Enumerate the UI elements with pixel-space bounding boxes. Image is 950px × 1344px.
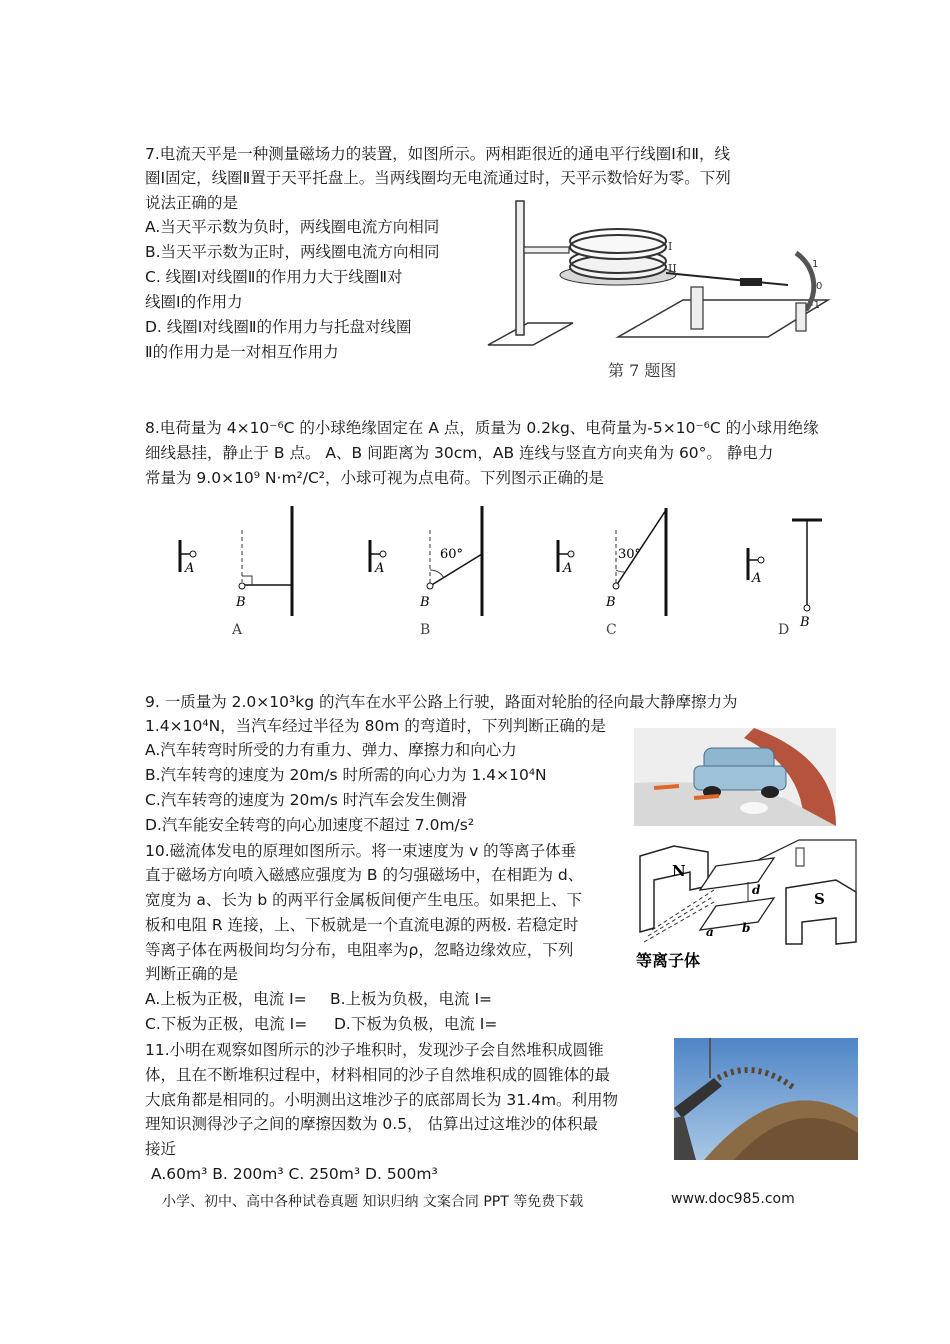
q10-stem-line-3: 宽度为 a、长为 b 的两平行金属板间便产生电压。如果把上、下 bbox=[145, 891, 583, 909]
q7-option-c-cont: 线圈Ⅰ的作用力 bbox=[145, 293, 243, 311]
q10-label-s: S bbox=[814, 890, 825, 908]
q8-diagram-d bbox=[740, 500, 880, 640]
q8-d-label: D bbox=[778, 622, 790, 638]
q8-c-point-b: B bbox=[606, 595, 616, 610]
q10-option-c: C.下板为正极，电流 I= bbox=[145, 1015, 308, 1033]
q8-d-point-a: A bbox=[752, 571, 762, 586]
q7-option-a: A.当天平示数为负时，两线圈电流方向相同 bbox=[145, 218, 440, 236]
q7-balance-figure bbox=[478, 195, 848, 355]
q11-options: A.60m³ B. 200m³ C. 250m³ D. 500m³ bbox=[151, 1165, 438, 1183]
q11-stem-line-3: 大底角都是相同的。小明测出这堆沙子的底部周长为 31.4m。利用物 bbox=[145, 1091, 619, 1109]
q9-option-a: A.汽车转弯时所受的力有重力、弹力、摩擦力和向心力 bbox=[145, 741, 517, 759]
q8-b-point-b: B bbox=[420, 595, 430, 610]
q7-stem-line-3: 说法正确的是 bbox=[145, 194, 239, 212]
footer-text: 小学、初中、高中各种试卷真题 知识归纳 文案合同 PPT 等免费下载 bbox=[162, 1194, 584, 1210]
q10-label-b: b bbox=[742, 921, 751, 935]
q7-option-d-cont: Ⅱ的作用力是一对相互作用力 bbox=[145, 343, 339, 361]
q9-option-c: C.汽车转弯的速度为 20m/s 时汽车会发生侧滑 bbox=[145, 791, 467, 809]
q8-b-angle: 60° bbox=[440, 547, 464, 562]
q9-option-d: D.汽车能安全转弯的向心加速度不超过 7.0m/s² bbox=[145, 816, 475, 834]
q11-stem-line-1: 11.小明在观察如图所示的沙子堆积时，发现沙子会自然堆积成圆锥 bbox=[145, 1041, 604, 1059]
q11-sand-pile-image bbox=[674, 1038, 858, 1160]
q7-label-coil-2: II bbox=[668, 262, 677, 275]
q7-stem-line-1: 7.电流天平是一种测量磁场力的装置，如图所示。两相距很近的通电平行线圈Ⅰ和Ⅱ，线 bbox=[145, 145, 730, 163]
q11-stem-line-5: 接近 bbox=[145, 1140, 177, 1158]
q8-a-point-a: A bbox=[185, 561, 195, 576]
q8-a-label: A bbox=[232, 622, 243, 638]
q9-stem-line-1: 9. 一质量为 2.0×10³kg 的汽车在水平公路上行驶，路面对轮胎的径向最大静摩擦力为 bbox=[145, 693, 738, 711]
q8-stem-line-1: 8.电荷量为 4×10⁻⁶C 的小球绝缘固定在 A 点，质量为 0.2kg、电荷量为-5×10⁻⁶C 的小球用绝缘 bbox=[145, 419, 819, 437]
q7-option-c: C. 线圈Ⅰ对线圈Ⅱ的作用力大于线圈Ⅱ对 bbox=[145, 268, 403, 286]
q8-a-point-b: B bbox=[236, 595, 246, 610]
q9-car-image bbox=[634, 728, 836, 826]
q7-option-d: D. 线圈Ⅰ对线圈Ⅱ的作用力与托盘对线圈 bbox=[145, 318, 412, 336]
q10-label-plasma: 等离子体 bbox=[636, 951, 701, 970]
q7-option-b: B.当天平示数为正时，两线圈电流方向相同 bbox=[145, 243, 440, 261]
q10-stem-line-2: 直于磁场方向喷入磁感应强度为 B 的匀强磁场中，在相距为 d、 bbox=[145, 866, 584, 884]
q8-c-label: C bbox=[606, 622, 617, 638]
q7-label-coil-1: I bbox=[668, 240, 673, 253]
q10-label-d: d bbox=[752, 883, 761, 897]
q10-stem-line-4: 板和电阻 R 连接，上、下板就是一个直流电源的两极. 若稳定时 bbox=[145, 916, 579, 934]
q9-stem-line-2: 1.4×10⁴N，当汽车经过半径为 80m 的弯道时，下列判断正确的是 bbox=[145, 717, 606, 735]
q10-label-n: N bbox=[672, 862, 686, 880]
q7-gauge-label-bot: -1 bbox=[810, 300, 820, 311]
q10-mhd-figure bbox=[634, 832, 864, 972]
q8-stem-line-3: 常量为 9.0×10⁹ N·m²/C²，小球可视为点电荷。下列图示正确的是 bbox=[145, 469, 605, 487]
q10-stem-line-5: 等离子体在两极间均匀分布，电阻率为ρ，忽略边缘效应，下列 bbox=[145, 941, 574, 959]
q8-diagram-c bbox=[548, 500, 688, 640]
q8-stem-line-2: 细线悬挂，静止于 B 点。 A、B 间距离为 30cm，AB 连线与竖直方向夹角为 60°。 静电力 bbox=[145, 444, 774, 462]
q8-b-label: B bbox=[420, 622, 431, 638]
q7-gauge-label-top: 1 bbox=[812, 259, 819, 270]
q10-stem-line-6: 判断正确的是 bbox=[145, 965, 239, 983]
q7-stem-line-2: 圈Ⅰ固定，线圈Ⅱ置于天平托盘上。当两线圈均无电流通过时，天平示数恰好为零。下列 bbox=[145, 169, 731, 187]
q8-d-point-b: B bbox=[800, 615, 810, 630]
q10-option-b: B.上板为负极，电流 I= bbox=[330, 990, 493, 1008]
q10-stem-line-1: 10.磁流体发电的原理如图所示。将一束速度为 v 的等离子体垂 bbox=[145, 842, 577, 860]
q10-option-a: A.上板为正极，电流 I= bbox=[145, 990, 307, 1008]
q8-diagram-b bbox=[360, 500, 500, 640]
q8-diagram-a bbox=[170, 500, 310, 640]
q10-label-a: a bbox=[706, 925, 714, 939]
q7-gauge-label-mid: 0 bbox=[816, 281, 823, 292]
footer-url[interactable]: www.doc985.com bbox=[671, 1191, 795, 1207]
q9-option-b: B.汽车转弯的速度为 20m/s 时所需的向心力为 1.4×10⁴N bbox=[145, 766, 547, 784]
q10-option-d: D.下板为负极，电流 I= bbox=[334, 1015, 498, 1033]
q8-c-point-a: A bbox=[563, 561, 573, 576]
q7-figure-caption: 第 7 题图 bbox=[608, 361, 677, 380]
q8-c-angle: 30° bbox=[618, 547, 642, 562]
q11-stem-line-2: 体，且在不断堆积过程中，材料相同的沙子自然堆积成的圆锥体的最 bbox=[145, 1066, 611, 1084]
q11-stem-line-4: 理知识测得沙子之间的摩擦因数为 0.5， 估算出过这堆沙的体积最 bbox=[145, 1115, 599, 1133]
q8-b-point-a: A bbox=[375, 561, 385, 576]
